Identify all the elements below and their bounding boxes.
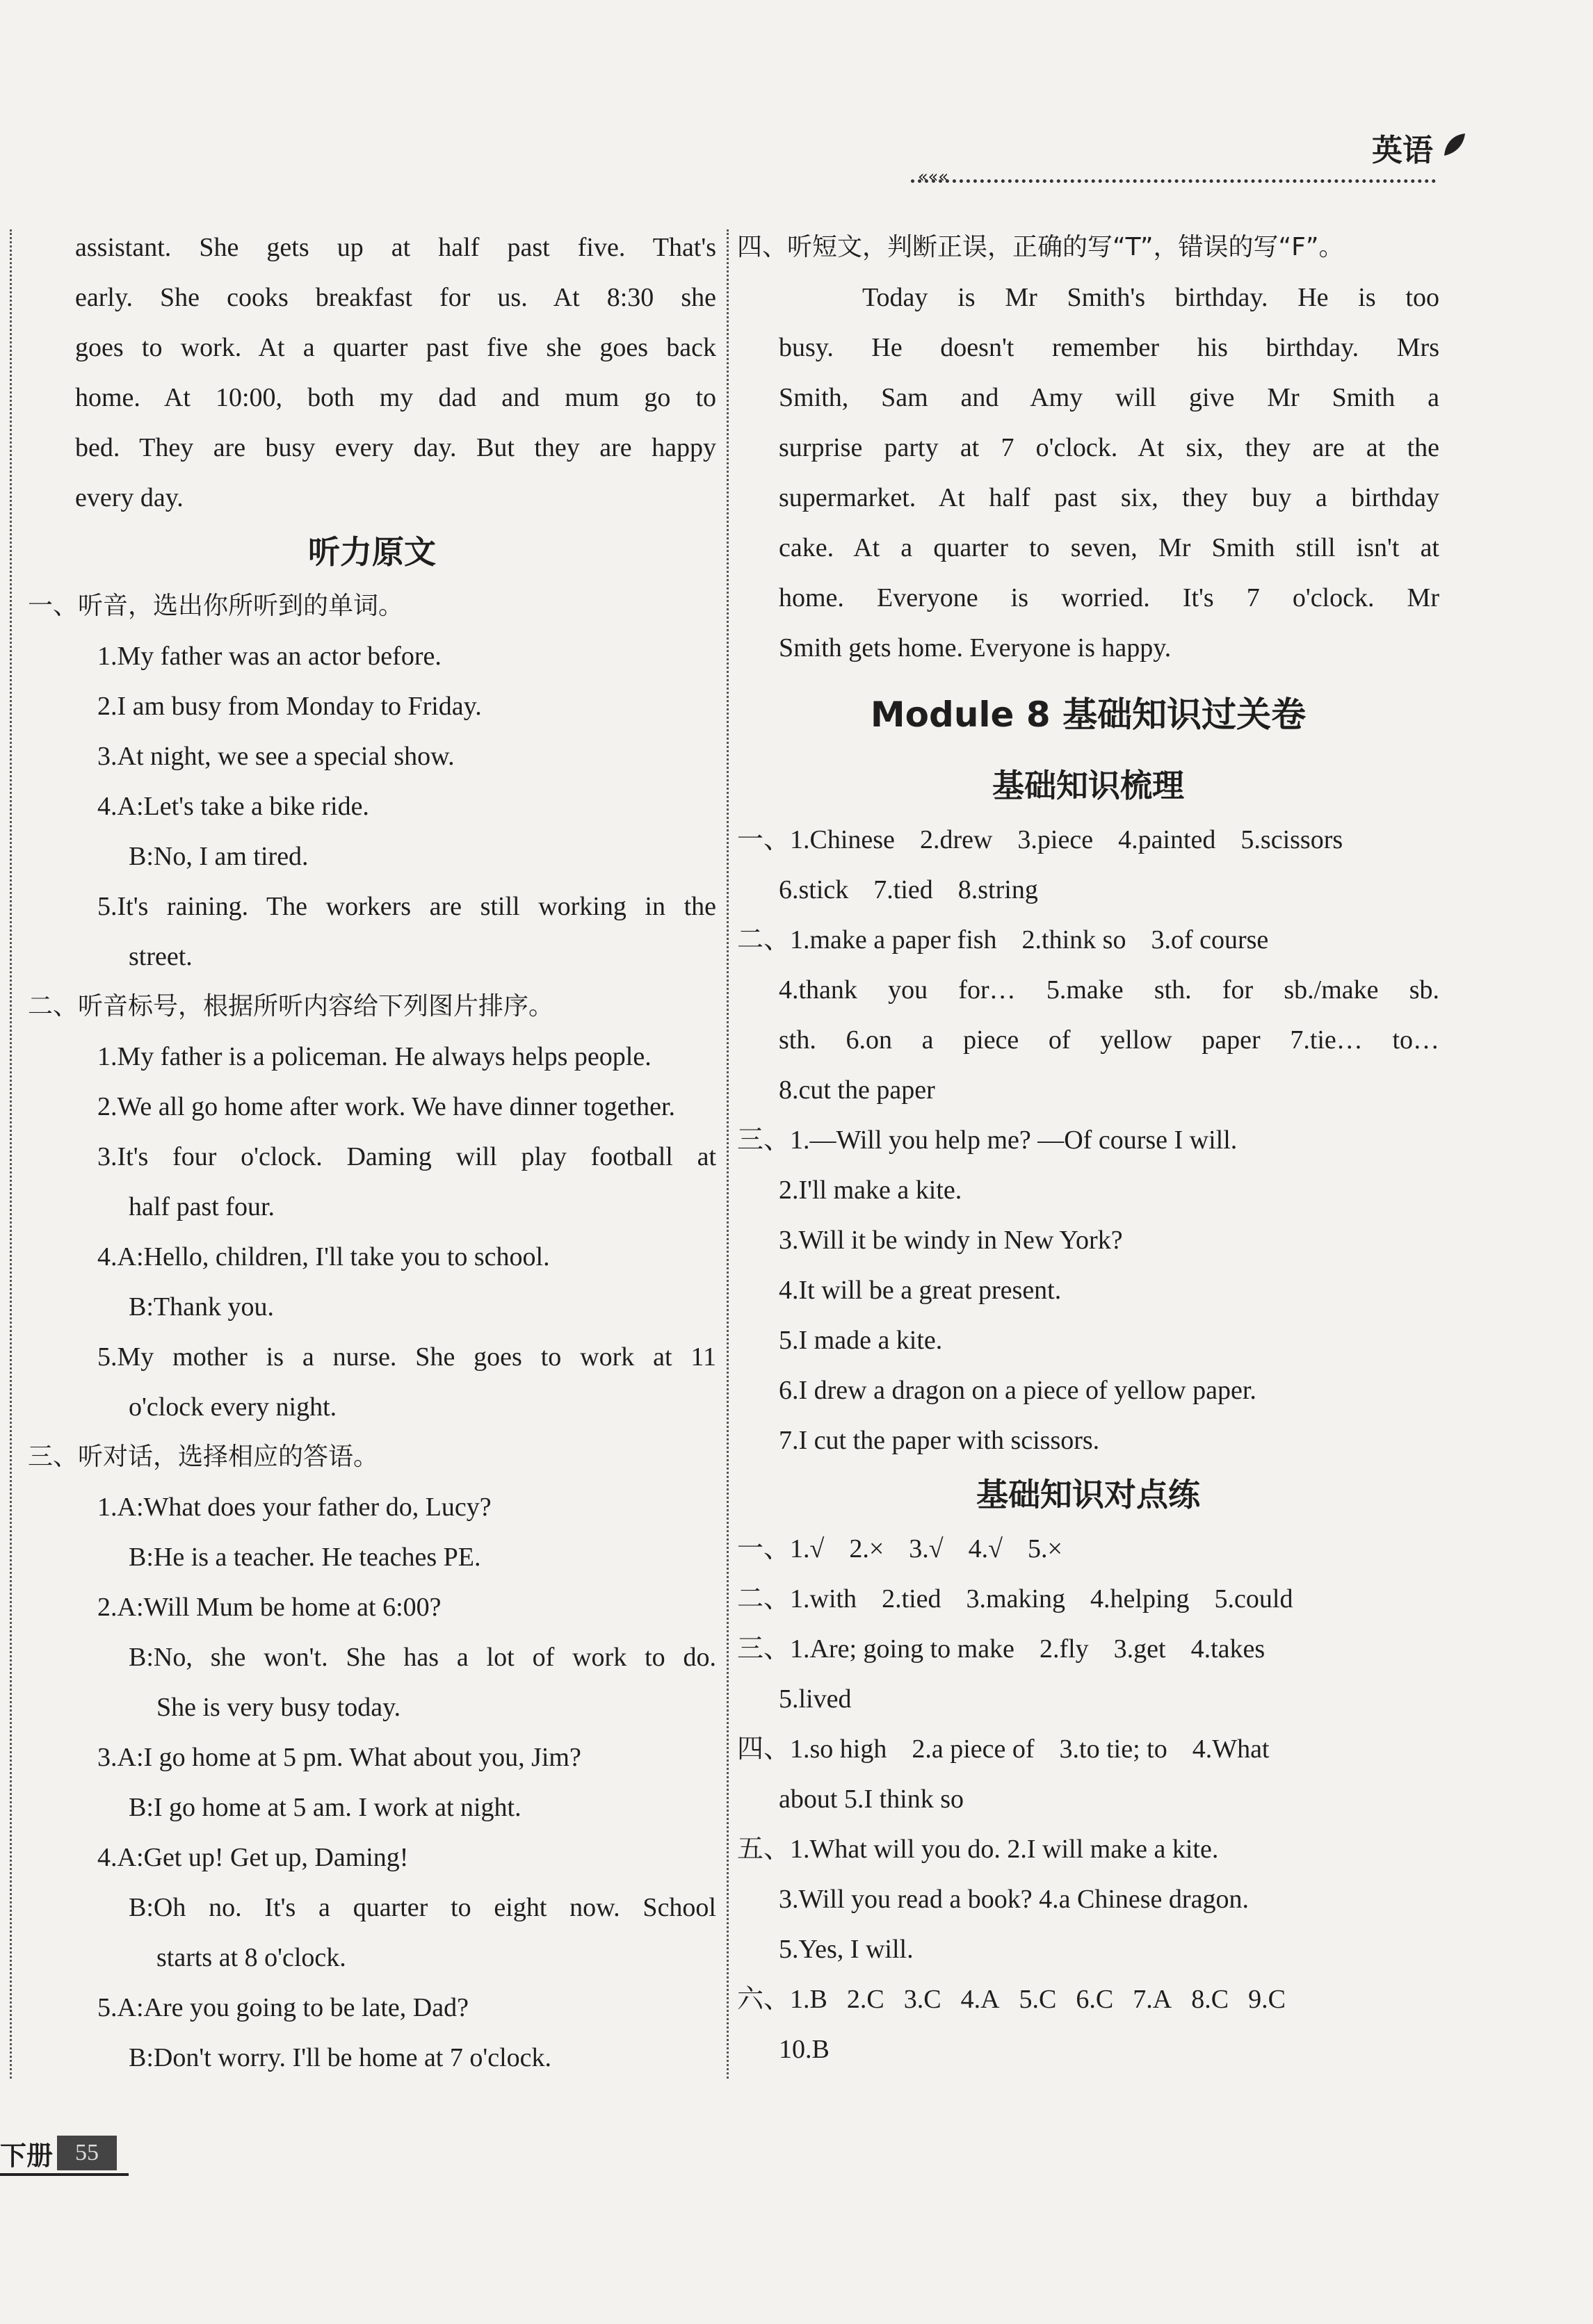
answer-line: 6.I drew a dragon on a piece of yellow paper. bbox=[779, 1376, 1256, 1405]
answer-line: about 5.I think so bbox=[779, 1785, 964, 1814]
passage-line: cake. At a quarter to seven, Mr Smith still isn't at bbox=[779, 533, 1439, 562]
answer: 四、1.so high bbox=[737, 1734, 887, 1764]
answer: 2.fly bbox=[1039, 1634, 1089, 1664]
item-line: 1.A:What does your father do, Lucy? bbox=[97, 1493, 492, 1522]
section-2 bbox=[28, 982, 716, 1432]
answer: 3.get bbox=[1113, 1634, 1166, 1664]
subsection-title: 基础知识梳理 bbox=[992, 767, 1184, 804]
footer-rule bbox=[0, 2173, 129, 2176]
left-column bbox=[28, 222, 716, 2083]
passage-line: busy. He doesn't remember his birthday. Mrs bbox=[779, 333, 1439, 362]
item-line: B:He is a teacher. He teaches PE. bbox=[129, 1543, 481, 1572]
answer: 2.tied bbox=[882, 1584, 941, 1614]
answer: 5.× bbox=[1028, 1534, 1062, 1563]
answer: 3.C bbox=[903, 1985, 941, 2014]
answer: 9.C bbox=[1248, 1985, 1286, 2014]
answer: 三、1.Are; going to make bbox=[737, 1634, 1014, 1664]
answer: 8.C bbox=[1191, 1985, 1229, 2014]
right-column bbox=[737, 222, 1439, 2074]
answer: 3.of course bbox=[1151, 925, 1269, 954]
answer: 4.√ bbox=[968, 1534, 1003, 1563]
section-1 bbox=[28, 581, 716, 982]
item-line: 5.It's raining. The workers are still working in the bbox=[97, 892, 716, 921]
answer: 2.× bbox=[849, 1534, 884, 1563]
passage-line: every day. bbox=[75, 483, 184, 512]
answer: 7.tied bbox=[873, 875, 933, 904]
item-line: B:I go home at 5 am. I work at night. bbox=[129, 1793, 521, 1822]
answer-line: 10.B bbox=[779, 2035, 830, 2064]
passage-line: bed. They are busy every day. But they are happy bbox=[75, 433, 716, 462]
answer: 4.helping bbox=[1090, 1584, 1190, 1614]
item-line: street. bbox=[129, 942, 193, 971]
passage-line: early. She cooks breakfast for us. At 8:30 she bbox=[75, 283, 716, 312]
answer-line: 4.thank you for… 5.make sth. for sb./make sb. bbox=[779, 975, 1439, 1005]
answer: 3.piece bbox=[1017, 825, 1094, 854]
item-line: 5.A:Are you going to be late, Dad? bbox=[97, 1993, 469, 2022]
item-line: 5.My mother is a nurse. She goes to work at 11 bbox=[97, 1342, 716, 1372]
answer: 3.√ bbox=[909, 1534, 944, 1563]
page-footer bbox=[0, 2134, 117, 2172]
answer: 4.What bbox=[1192, 1734, 1270, 1764]
item-line: 2.A:Will Mum be home at 6:00? bbox=[97, 1593, 442, 1622]
answer-line: 8.cut the paper bbox=[779, 1075, 935, 1105]
item-line: 1.My father is a policeman. He always helps people. bbox=[97, 1042, 652, 1071]
answer: 2.C bbox=[846, 1985, 884, 2014]
item-line: 4.A:Get up! Get up, Daming! bbox=[97, 1843, 409, 1872]
item-line: B:No, I am tired. bbox=[129, 842, 309, 871]
answer: 一、1.√ bbox=[737, 1534, 825, 1563]
volume-label: 下册 bbox=[0, 2140, 54, 2171]
answers-part-1 bbox=[737, 815, 1439, 1465]
answer: 2.think so bbox=[1021, 925, 1126, 954]
section-3 bbox=[28, 1432, 716, 2083]
answer-line: 3.Will it be windy in New York? bbox=[779, 1226, 1123, 1255]
answer: 3.to tie; to bbox=[1059, 1734, 1167, 1764]
subsection-title: 基础知识对点练 bbox=[976, 1476, 1200, 1513]
module-title: Module 8 基础知识过关卷 bbox=[870, 694, 1307, 735]
answer-line: 5.I made a kite. bbox=[779, 1326, 943, 1355]
answer-line: 五、1.What will you do. 2.I will make a kite. bbox=[737, 1835, 1219, 1864]
answer-line: 2.I'll make a kite. bbox=[779, 1176, 962, 1205]
answer: 6.stick bbox=[779, 875, 849, 904]
answer: 6.C bbox=[1076, 1985, 1114, 2014]
item-line: 2.We all go home after work. We have dinner together. bbox=[97, 1092, 676, 1121]
item-line: starts at 8 o'clock. bbox=[156, 1943, 346, 1972]
item-line: o'clock every night. bbox=[129, 1392, 337, 1422]
header-rule bbox=[911, 179, 1436, 183]
passage-line: home. Everyone is worried. It's 7 o'clock. Mr bbox=[779, 583, 1439, 612]
answer: 2.drew bbox=[919, 825, 993, 854]
answer: 7.A bbox=[1133, 1985, 1172, 2014]
left-margin-divider bbox=[10, 229, 12, 2079]
answer: 一、1.Chinese bbox=[737, 825, 895, 854]
passage-line: supermarket. At half past six, they buy a birthday bbox=[779, 483, 1439, 512]
passage-line: Smith gets home. Everyone is happy. bbox=[779, 633, 1172, 663]
item-line: half past four. bbox=[129, 1192, 275, 1221]
section-4 bbox=[737, 222, 1439, 673]
answers-part-2 bbox=[737, 1524, 1439, 2074]
passage-line: Smith, Sam and Amy will give Mr Smith a bbox=[779, 383, 1439, 412]
answer: 4.painted bbox=[1118, 825, 1216, 854]
answer: 5.C bbox=[1019, 1985, 1057, 2014]
answer: 六、1.B bbox=[737, 1985, 827, 2014]
item-line: 4.A:Let's take a bike ride. bbox=[97, 792, 369, 821]
item-line: 1.My father was an actor before. bbox=[97, 642, 442, 671]
column-divider bbox=[727, 229, 729, 2079]
item-line: B:Don't worry. I'll be home at 7 o'clock. bbox=[129, 2043, 551, 2072]
item-line: 4.A:Hello, children, I'll take you to school. bbox=[97, 1242, 550, 1271]
answer-line: 7.I cut the paper with scissors. bbox=[779, 1426, 1100, 1455]
item-line: 2.I am busy from Monday to Friday. bbox=[97, 692, 482, 721]
answer: 4.A bbox=[960, 1985, 1000, 2014]
item-line: B:Oh no. It's a quarter to eight now. School bbox=[129, 1893, 716, 1922]
item-line: 3.At night, we see a special show. bbox=[97, 742, 455, 771]
item-line: 3.It's four o'clock. Daming will play football at bbox=[97, 1142, 716, 1171]
passage-line: Today is Mr Smith's birthday. He is too bbox=[862, 283, 1439, 312]
subject-label: 英语 bbox=[1372, 133, 1433, 168]
answer-line: 4.It will be a great present. bbox=[779, 1276, 1062, 1305]
section-heading: 二、听音标号，根据所听内容给下列图片排序。 bbox=[28, 992, 554, 1021]
answer: 5.could bbox=[1214, 1584, 1293, 1614]
answer: 二、1.make a paper fish bbox=[737, 925, 997, 954]
section-heading: 四、听短文，判断正误，正确的写“T”，错误的写“F”。 bbox=[737, 233, 1344, 261]
answer: 4.takes bbox=[1190, 1634, 1265, 1664]
item-line: 3.A:I go home at 5 pm. What about you, Jim? bbox=[97, 1743, 581, 1772]
answer-line: sth. 6.on a piece of yellow paper 7.tie… to… bbox=[779, 1025, 1439, 1055]
answer: 二、1.with bbox=[737, 1584, 857, 1614]
item-line: She is very busy today. bbox=[156, 1693, 401, 1722]
passage-continuation bbox=[28, 222, 716, 523]
listening-script-title: 听力原文 bbox=[308, 533, 436, 571]
answer-line: 5.lived bbox=[779, 1684, 852, 1714]
answer-line: 5.Yes, I will. bbox=[779, 1935, 914, 1964]
page-number: 55 bbox=[57, 2136, 117, 2170]
answer-line: 三、1.—Will you help me? —Of course I will. bbox=[737, 1126, 1238, 1155]
item-line: B:No, she won't. She has a lot of work to do. bbox=[129, 1643, 716, 1672]
answer-line: 3.Will you read a book? 4.a Chinese dragon. bbox=[779, 1885, 1249, 1914]
answer: 8.string bbox=[957, 875, 1038, 904]
item-line: B:Thank you. bbox=[129, 1292, 274, 1322]
arrows-icon: ««« bbox=[918, 167, 949, 186]
answer: 2.a piece of bbox=[912, 1734, 1035, 1764]
section-heading: 一、听音，选出你所听到的单词。 bbox=[28, 592, 404, 620]
passage-line: home. At 10:00, both my dad and mum go to bbox=[75, 383, 716, 412]
passage-line: surprise party at 7 o'clock. At six, they are at the bbox=[779, 433, 1439, 462]
answer: 5.scissors bbox=[1240, 825, 1343, 854]
answer: 3.making bbox=[966, 1584, 1066, 1614]
leaf-icon bbox=[1440, 131, 1468, 159]
passage-line: goes to work. At a quarter past five she goes back bbox=[75, 333, 716, 362]
passage-line: assistant. She gets up at half past five. That's bbox=[75, 233, 716, 262]
section-heading: 三、听对话，选择相应的答语。 bbox=[28, 1443, 379, 1471]
